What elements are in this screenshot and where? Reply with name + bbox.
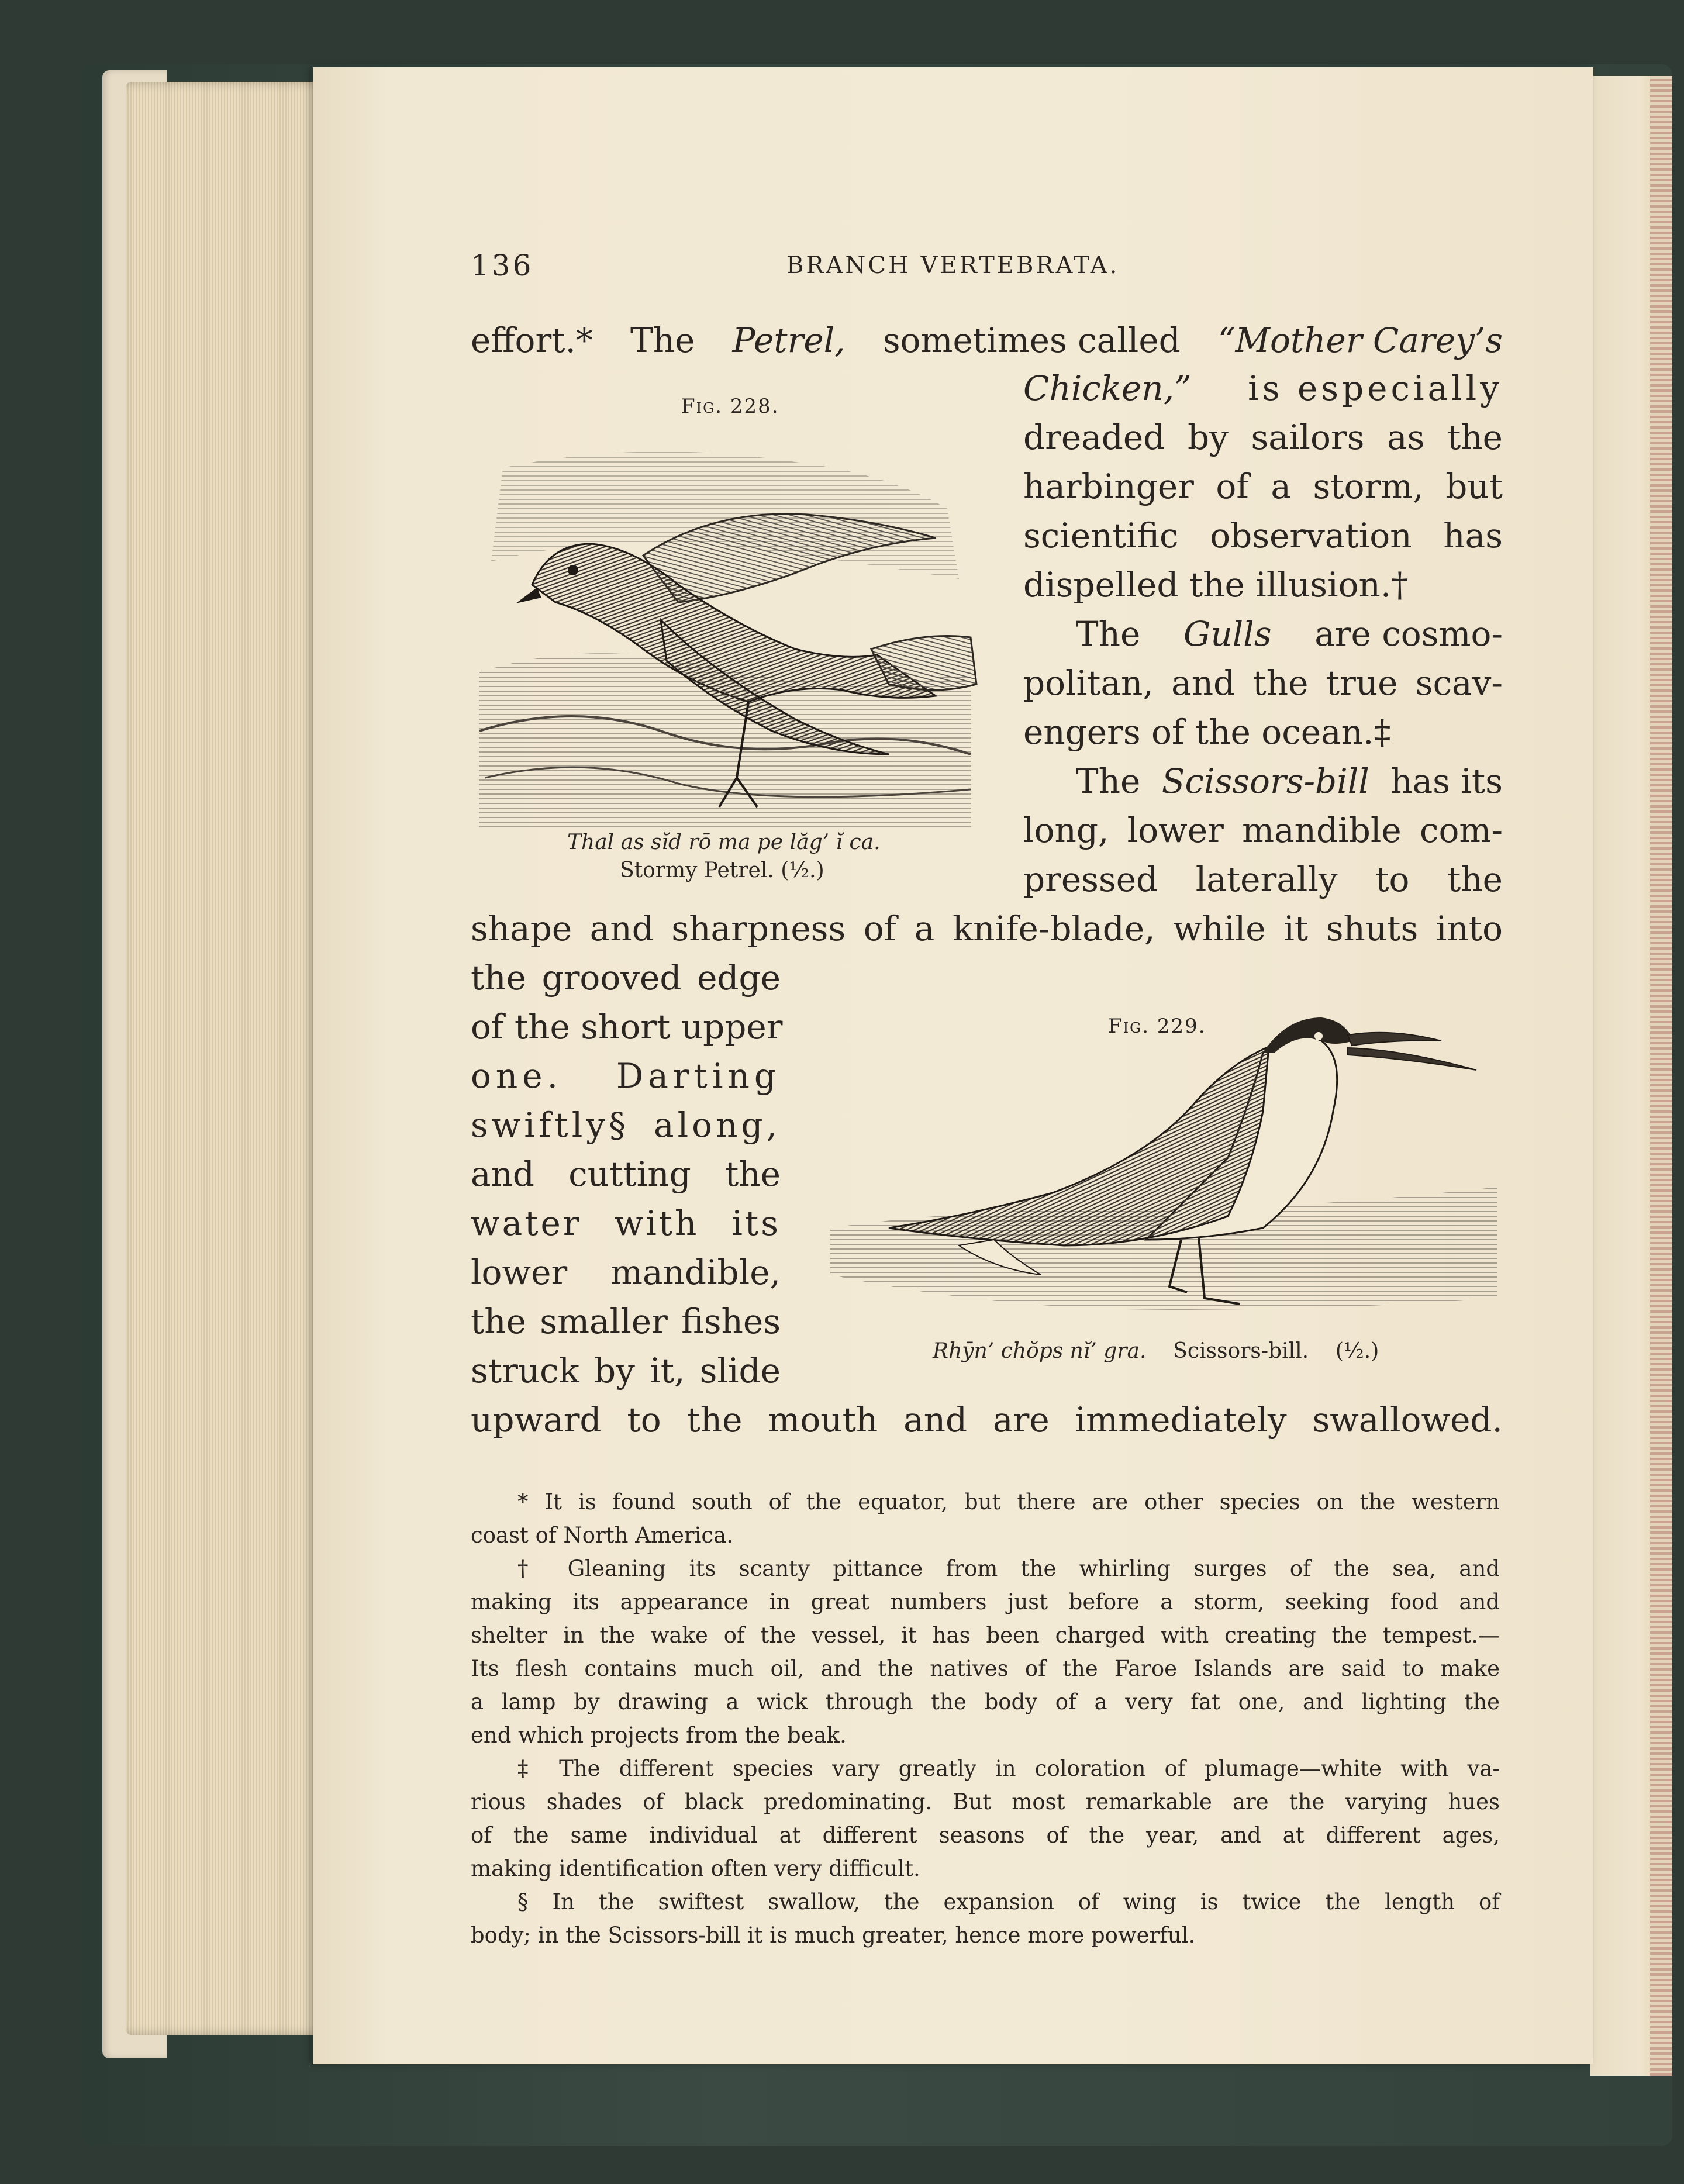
figure-228-caption-scientific: Thal as sĭd rō ma pe lăg’ ĭ ca. <box>567 830 881 854</box>
text-line-14: the grooved edge <box>471 958 781 998</box>
footnote-line: § In the swiftest swallow, the expansion of wing is twice the length of <box>517 1889 1500 1914</box>
footnote-line: Its flesh contains much oil, and the natives of the Faroe Islands are said to make <box>471 1656 1500 1681</box>
text-line-12: pressed laterally to the <box>1023 860 1503 899</box>
stormy-petrel-illustration <box>468 427 982 830</box>
text-line-6: dispelled the illusion.† <box>1023 565 1409 605</box>
text-line-7: The Gulls are cosmo- <box>1076 614 1503 654</box>
figure-228-caption-common: Stormy Petrel. (½.) <box>620 858 824 882</box>
footnote-line: making identification often very difficult. <box>471 1856 920 1881</box>
text-line-3: dreaded by sailors as the <box>1023 418 1503 457</box>
footnote-line: coast of North America. <box>471 1523 733 1548</box>
footnote-line: making its appearance in great numbers just before a storm, seeking food and <box>471 1589 1500 1614</box>
text-line-20: lower mandible, <box>471 1253 781 1292</box>
footnote-line: † Gleaning its scanty pittance from the whirling surges of the sea, and <box>517 1556 1500 1581</box>
footnote-line: ‡ The different species vary greatly in coloration of plumage—white with va- <box>517 1756 1500 1781</box>
text-line-23: upward to the mouth and are immediately swallowed. <box>471 1400 1503 1440</box>
text-line-5: scientific observation has <box>1023 516 1503 556</box>
figure-229-label: Fig. 229. <box>1108 1015 1206 1038</box>
figure-228-label: Fig. 228. <box>681 395 779 418</box>
footnote-line: of the same individual at different seasons of the year, and at different ages, <box>471 1823 1500 1848</box>
footnote-line: a lamp by drawing a wick through the body of a very fat one, and lighting the <box>471 1689 1500 1714</box>
footnote-line: shelter in the wake of the vessel, it has been charged with creating the tempest.— <box>471 1623 1500 1648</box>
text-line-2: Chicken,” is especially <box>1023 368 1503 408</box>
footnotes <box>471 1485 1500 1952</box>
scissors-bill-illustration <box>819 994 1509 1333</box>
text-line-15: of the short upper <box>471 1007 783 1047</box>
text-line-4: harbinger of a storm, but <box>1023 467 1503 506</box>
footnote-line: body; in the Scissors-bill it is much greater, hence more powerful. <box>471 1923 1196 1948</box>
text-line-18: and cutting the <box>471 1154 781 1194</box>
page-edge-marbling <box>1650 76 1672 2076</box>
footnote-line: * It is found south of the equator, but there are other species on the western <box>517 1489 1500 1514</box>
text-line-11: long, lower mandible com- <box>1023 810 1503 850</box>
text-line-8: politan, and the true scav- <box>1023 663 1503 703</box>
text-line-17: swiftly§ along, <box>471 1105 781 1145</box>
page-edges <box>126 82 327 2035</box>
text-line-19: water with its <box>471 1203 781 1243</box>
text-line-21: the smaller fishes <box>471 1302 781 1341</box>
text-line-22: struck by it, slide <box>471 1351 781 1391</box>
text-line-16: one. Darting <box>471 1056 781 1096</box>
text-line-9: engers of the ocean.‡ <box>1023 712 1391 752</box>
text-line-1: effort.* The Petrel, sometimes called “Mother Carey’s <box>471 320 1503 360</box>
text-line-13: shape and sharpness of a knife-blade, while it shuts into <box>471 909 1503 948</box>
page-number: 136 <box>471 249 534 282</box>
running-head: BRANCH VERTEBRATA. <box>786 252 1120 279</box>
figure-229-caption: Rhȳn’ chŏps nĭ’ gra. Scissors-bill. (½.) <box>933 1339 1379 1363</box>
text-line-10: The Scissors-bill has its <box>1076 761 1503 801</box>
footnote-line: end which projects from the beak. <box>471 1723 847 1748</box>
footnote-line: rious shades of black predominating. But most remarkable are the varying hues <box>471 1789 1500 1814</box>
